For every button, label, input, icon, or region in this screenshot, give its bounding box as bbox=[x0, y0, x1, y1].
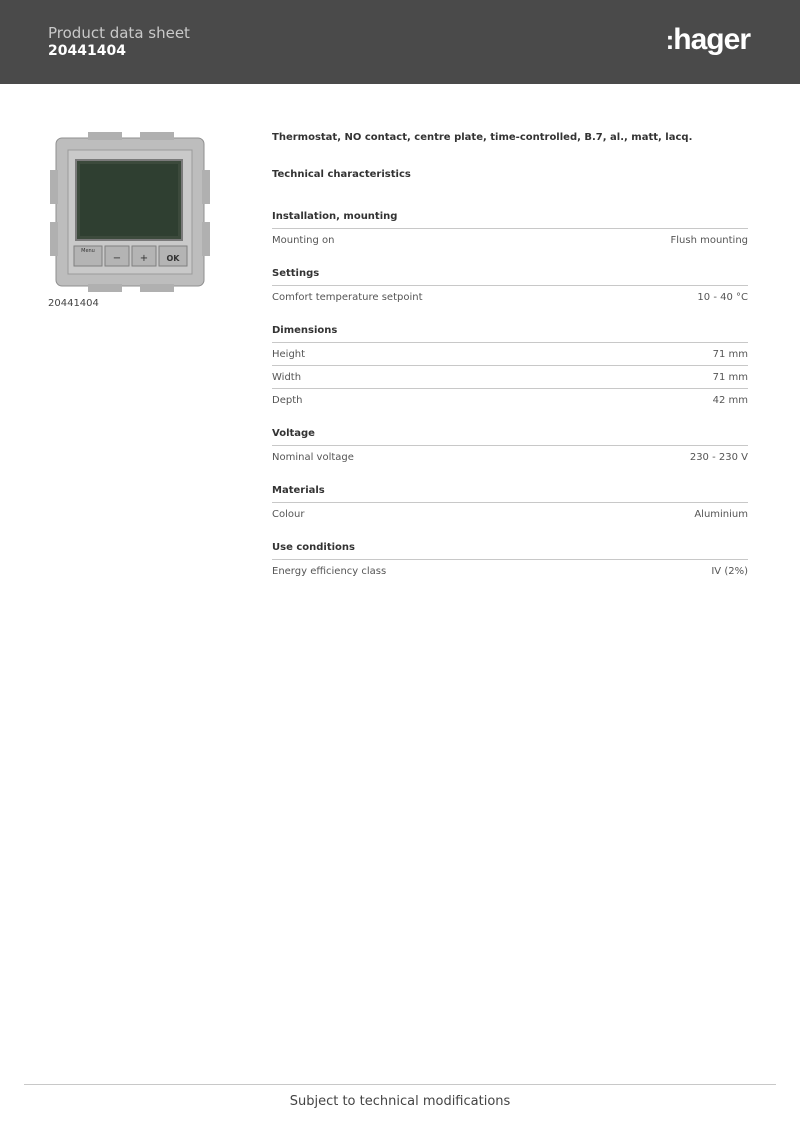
spec-row bbox=[272, 286, 748, 308]
spec-row bbox=[272, 365, 748, 388]
spec-label: Height bbox=[272, 348, 306, 360]
minus-button-label: − bbox=[112, 253, 122, 264]
spec-label: Nominal voltage bbox=[272, 451, 354, 463]
footer-text: Subject to technical modifications bbox=[289, 1094, 511, 1109]
spec-value: 10 - 40 °C bbox=[697, 291, 748, 303]
spec-label: Mounting on bbox=[272, 234, 335, 246]
image-caption: 20441404 bbox=[48, 298, 99, 309]
spec-label: Colour bbox=[272, 508, 305, 520]
section-title: Use conditions bbox=[272, 541, 748, 560]
product-description: Thermostat, NO contact, centre plate, time-controlled, B.7, al., matt, lacq. bbox=[272, 132, 693, 143]
spec-section bbox=[272, 427, 748, 468]
page-header bbox=[0, 0, 800, 84]
spec-value: 230 - 230 V bbox=[689, 451, 748, 463]
spec-value: 71 mm bbox=[712, 348, 748, 360]
spec-row bbox=[272, 503, 748, 525]
product-code: 20441404 bbox=[48, 43, 126, 59]
spec-value: 42 mm bbox=[712, 394, 748, 406]
spec-section bbox=[272, 484, 748, 525]
spec-row bbox=[272, 446, 748, 468]
ok-button-label: OK bbox=[166, 254, 180, 263]
section-title: Dimensions bbox=[272, 324, 748, 343]
spec-label: Comfort temperature setpoint bbox=[272, 291, 423, 303]
document-title: Product data sheet bbox=[48, 24, 190, 42]
section-title: Voltage bbox=[272, 427, 748, 446]
spec-label: Depth bbox=[272, 394, 303, 406]
spec-row bbox=[272, 388, 748, 411]
spec-label: Energy efficiency class bbox=[272, 565, 387, 577]
spec-section bbox=[272, 324, 748, 411]
spec-section bbox=[272, 267, 748, 308]
section-title: Installation, mounting bbox=[272, 210, 748, 229]
section-title: Settings bbox=[272, 267, 748, 286]
hager-logo: :hager bbox=[665, 23, 750, 56]
spec-section bbox=[272, 210, 748, 251]
menu-button-label: Menu bbox=[81, 248, 95, 254]
spec-value: IV (2%) bbox=[711, 565, 748, 577]
spec-section bbox=[272, 541, 748, 582]
main-content bbox=[272, 131, 748, 582]
plus-button-label: + bbox=[139, 253, 149, 264]
section-title: Materials bbox=[272, 484, 748, 503]
spec-sections bbox=[272, 210, 748, 582]
footer-divider bbox=[24, 1084, 776, 1085]
spec-row bbox=[272, 229, 748, 251]
technical-characteristics-heading: Technical characteristics bbox=[272, 169, 411, 180]
spec-label: Width bbox=[272, 371, 302, 383]
spec-value: Flush mounting bbox=[670, 234, 748, 246]
spec-value: Aluminium bbox=[694, 508, 748, 520]
product-image bbox=[48, 130, 212, 294]
spec-value: 71 mm bbox=[712, 371, 748, 383]
spec-row bbox=[272, 343, 748, 365]
spec-row bbox=[272, 560, 748, 582]
